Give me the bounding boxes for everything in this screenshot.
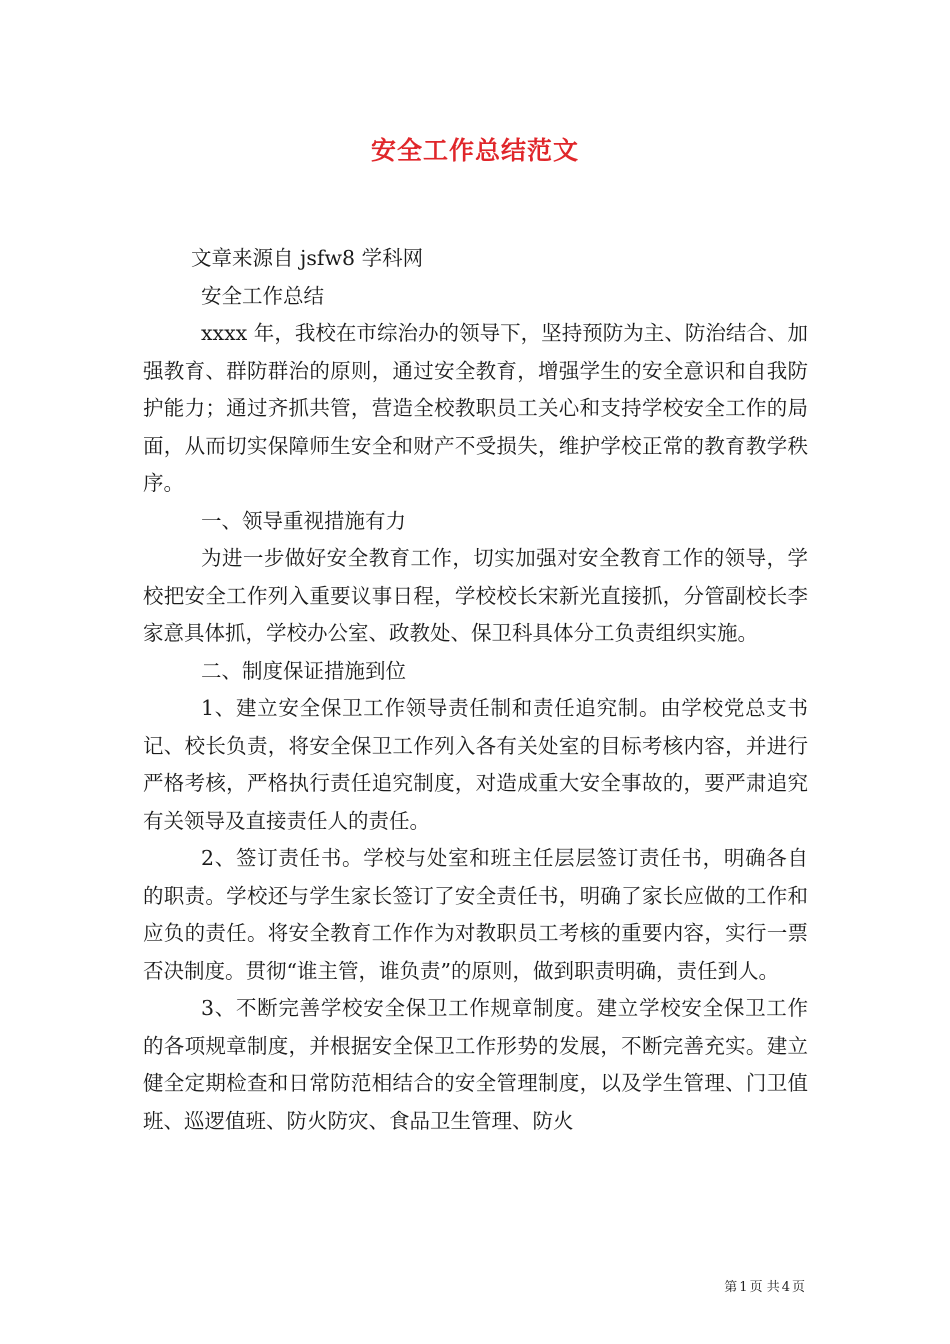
document-body [143,240,808,1140]
footer-suffix: 页 [791,1280,805,1295]
section-heading-1: 一、领导重视措施有力 [201,508,406,533]
source-line: 文章来源自 jsfw8 学科网 [191,246,424,270]
subtitle: 安全工作总结 [201,283,324,308]
paragraph-item-1: 1、建立安全保卫工作领导责任制和责任追究制。由学校党总支书记、校长负责，将安全保卫工作列入各有关处室的目标考核内容，并进行严格考核，严格执行责任追究制度，对造成重大安全事故的，要严肃追究有关领导及直接责任人的责任。 [143,696,808,833]
footer-page-number: 1 [739,1280,748,1295]
document-title: 安全工作总结范文 [370,136,579,165]
section-heading-2: 二、制度保证措施到位 [201,658,406,683]
footer-total-pages: 4 [781,1280,790,1295]
page-footer [0,1276,806,1295]
paragraph-item-2: 2、签订责任书。学校与处室和班主任层层签订责任书，明确各自的职责。学校还与学生家长签订了安全责任书，明确了家长应做的工作和应负的责任。将安全教育工作作为对教职员工考核的重要内容，实行一票否决制度。贯彻“谁主管，谁负责”的原则，做到职责明确，责任到人。 [143,846,808,983]
paragraph-item-3: 3、不断完善学校安全保卫工作规章制度。建立学校安全保卫工作的各项规章制度，并根据安全保卫工作形势的发展，不断完善充实。建立健全定期检查和日常防范相结合的安全管理制度，以及学生管理、门卫值班、巡逻值班、防火防灾、食品卫生管理、防火 [143,996,808,1133]
footer-prefix: 第 [724,1280,738,1295]
paragraph-leadership: 为进一步做好安全教育工作，切实加强对安全教育工作的领导，学校把安全工作列入重要议事日程，学校校长宋新光直接抓，分管副校长李家意具体抓，学校办公室、政教处、保卫科具体分工负责组织实施。 [143,546,808,645]
paragraph-intro: xxxx 年，我校在市综治办的领导下，坚持预防为主、防治结合、加强教育、群防群治的原则，通过安全教育，增强学生的安全意识和自我防护能力；通过齐抓共管，营造全校教职员工关心和支持学校安全工作的局面，从而切实保障师生安全和财产不受损失，维护学校正常的教育教学秩序。 [143,321,808,495]
footer-middle: 页 共 [749,1280,780,1295]
